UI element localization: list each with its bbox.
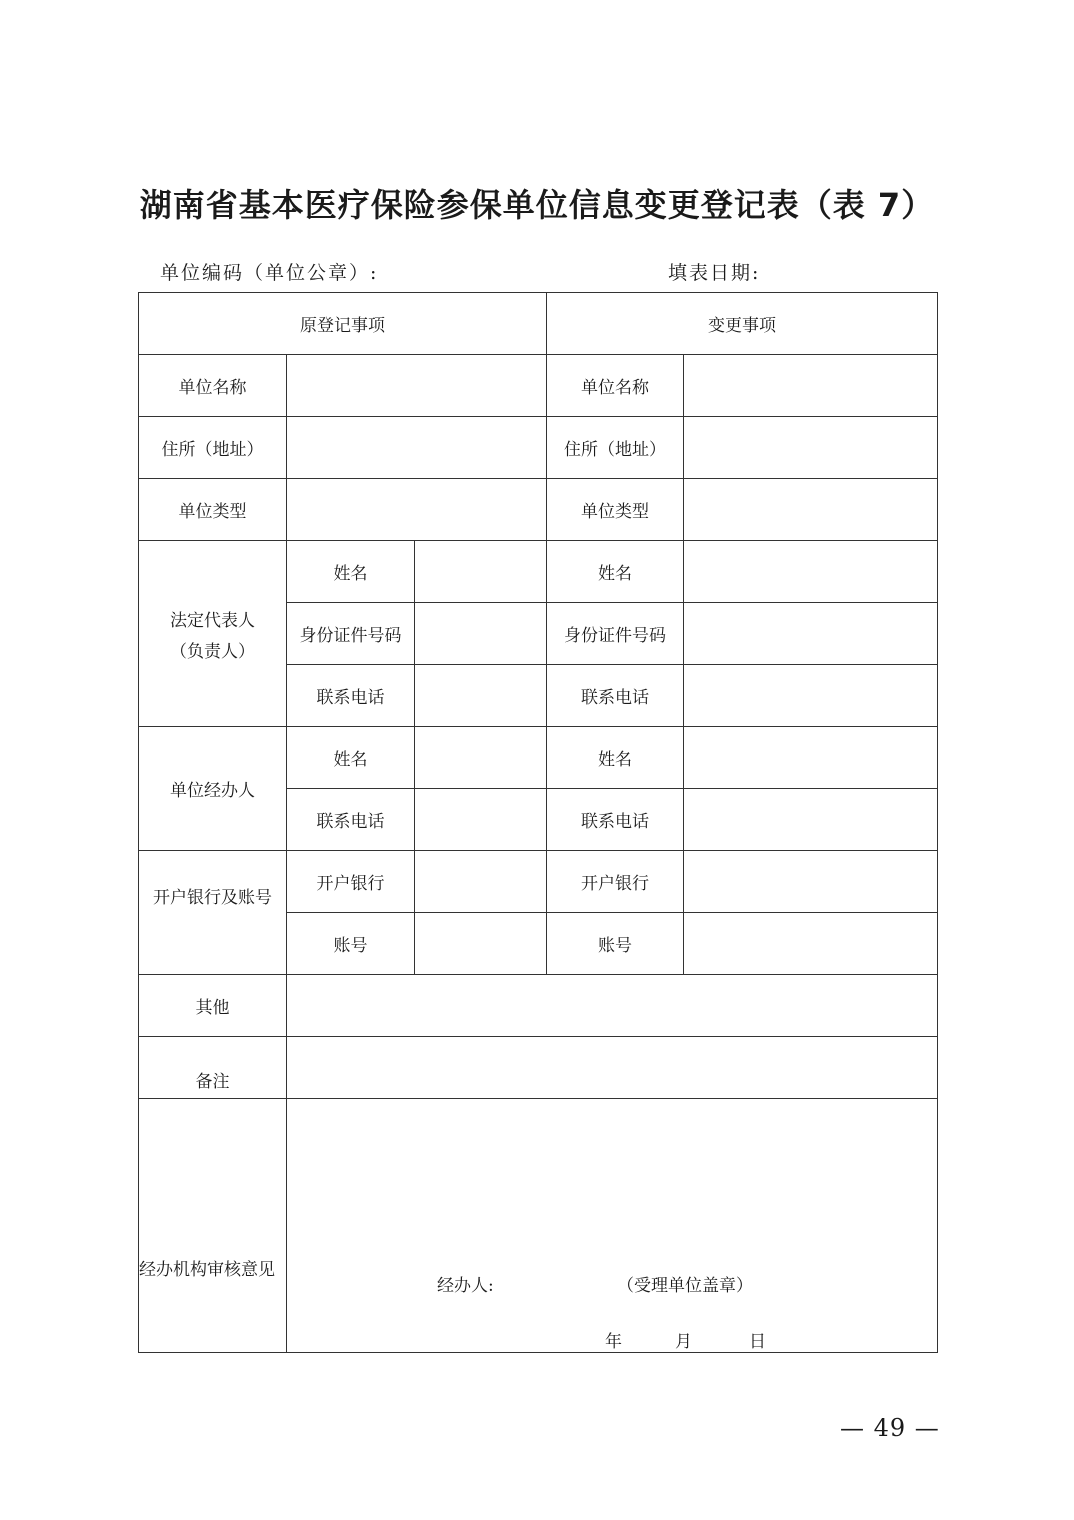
unit-code-label: 单位编码（单位公章）: bbox=[160, 262, 379, 284]
unit-agent-label: 单位经办人 bbox=[139, 727, 287, 851]
table-row bbox=[139, 417, 938, 479]
changed-agent-name-field[interactable] bbox=[684, 727, 938, 789]
handler-label: 经办人: bbox=[437, 1276, 494, 1296]
review-opinion-label: 经办机构审核意见 bbox=[139, 1099, 287, 1353]
page-number: — 49 — bbox=[840, 1414, 940, 1442]
changed-account-field[interactable] bbox=[684, 913, 938, 975]
original-agent-phone-field[interactable] bbox=[415, 789, 547, 851]
changed-legal-rep-phone-label: 联系电话 bbox=[547, 665, 684, 727]
day-label: 日 bbox=[749, 1332, 766, 1352]
changed-agent-phone-label: 联系电话 bbox=[547, 789, 684, 851]
registration-form-table bbox=[138, 292, 938, 1353]
remarks-field[interactable] bbox=[287, 1037, 938, 1099]
table-row bbox=[139, 1099, 938, 1353]
table-row bbox=[139, 851, 938, 913]
original-agent-name-field[interactable] bbox=[415, 727, 547, 789]
changed-unit-type-field[interactable] bbox=[684, 479, 938, 541]
year-label: 年 bbox=[605, 1332, 622, 1352]
original-unit-name-field[interactable] bbox=[287, 355, 547, 417]
changed-account-label: 账号 bbox=[547, 913, 684, 975]
legal-rep-name-label: 姓名 bbox=[287, 541, 415, 603]
changed-legal-rep-id-field[interactable] bbox=[684, 603, 938, 665]
bank-label: 开户银行 bbox=[287, 851, 415, 913]
page-title: 湖南省基本医疗保险参保单位信息变更登记表（表 7） bbox=[139, 186, 935, 224]
other-field[interactable] bbox=[287, 975, 938, 1037]
table-row bbox=[139, 355, 938, 417]
legal-representative-line1: 法定代表人 bbox=[170, 610, 255, 631]
table-row bbox=[139, 1037, 938, 1099]
changed-bank-field[interactable] bbox=[684, 851, 938, 913]
changed-bank-label: 开户银行 bbox=[547, 851, 684, 913]
changed-legal-rep-name-label: 姓名 bbox=[547, 541, 684, 603]
other-label: 其他 bbox=[139, 975, 287, 1037]
remarks-label: 备注 bbox=[139, 1037, 287, 1099]
unit-type-label: 单位类型 bbox=[139, 479, 287, 541]
account-label: 账号 bbox=[287, 913, 415, 975]
agent-phone-label: 联系电话 bbox=[287, 789, 415, 851]
table-row bbox=[139, 727, 938, 789]
changed-unit-name-field[interactable] bbox=[684, 355, 938, 417]
original-unit-type-field[interactable] bbox=[287, 479, 547, 541]
fill-date-label: 填表日期: bbox=[668, 262, 761, 284]
changed-address-field[interactable] bbox=[684, 417, 938, 479]
changed-agent-phone-field[interactable] bbox=[684, 789, 938, 851]
original-address-field[interactable] bbox=[287, 417, 547, 479]
review-opinion-field[interactable] bbox=[287, 1099, 938, 1353]
stamp-label: （受理单位盖章） bbox=[617, 1276, 753, 1296]
legal-representative-label bbox=[139, 541, 287, 727]
table-row bbox=[139, 975, 938, 1037]
original-legal-rep-phone-field[interactable] bbox=[415, 665, 547, 727]
address-label: 住所（地址） bbox=[139, 417, 287, 479]
original-legal-rep-id-field[interactable] bbox=[415, 603, 547, 665]
changed-agent-name-label: 姓名 bbox=[547, 727, 684, 789]
changed-address-label: 住所（地址） bbox=[547, 417, 684, 479]
column-header-original: 原登记事项 bbox=[139, 293, 547, 355]
legal-representative-line2: （负责人） bbox=[170, 641, 255, 662]
legal-rep-phone-label: 联系电话 bbox=[287, 665, 415, 727]
header-row bbox=[139, 293, 938, 355]
original-legal-rep-name-field[interactable] bbox=[415, 541, 547, 603]
table-row bbox=[139, 541, 938, 603]
legal-rep-id-label: 身份证件号码 bbox=[287, 603, 415, 665]
changed-legal-rep-phone-field[interactable] bbox=[684, 665, 938, 727]
month-label: 月 bbox=[675, 1332, 692, 1352]
changed-legal-rep-id-label: 身份证件号码 bbox=[547, 603, 684, 665]
changed-legal-rep-name-field[interactable] bbox=[684, 541, 938, 603]
bank-account-label: 开户银行及账号 bbox=[139, 851, 287, 975]
changed-unit-type-label: 单位类型 bbox=[547, 479, 684, 541]
column-header-change: 变更事项 bbox=[547, 293, 938, 355]
table-row bbox=[139, 479, 938, 541]
agent-name-label: 姓名 bbox=[287, 727, 415, 789]
original-bank-field[interactable] bbox=[415, 851, 547, 913]
changed-unit-name-label: 单位名称 bbox=[547, 355, 684, 417]
original-account-field[interactable] bbox=[415, 913, 547, 975]
unit-name-label: 单位名称 bbox=[139, 355, 287, 417]
